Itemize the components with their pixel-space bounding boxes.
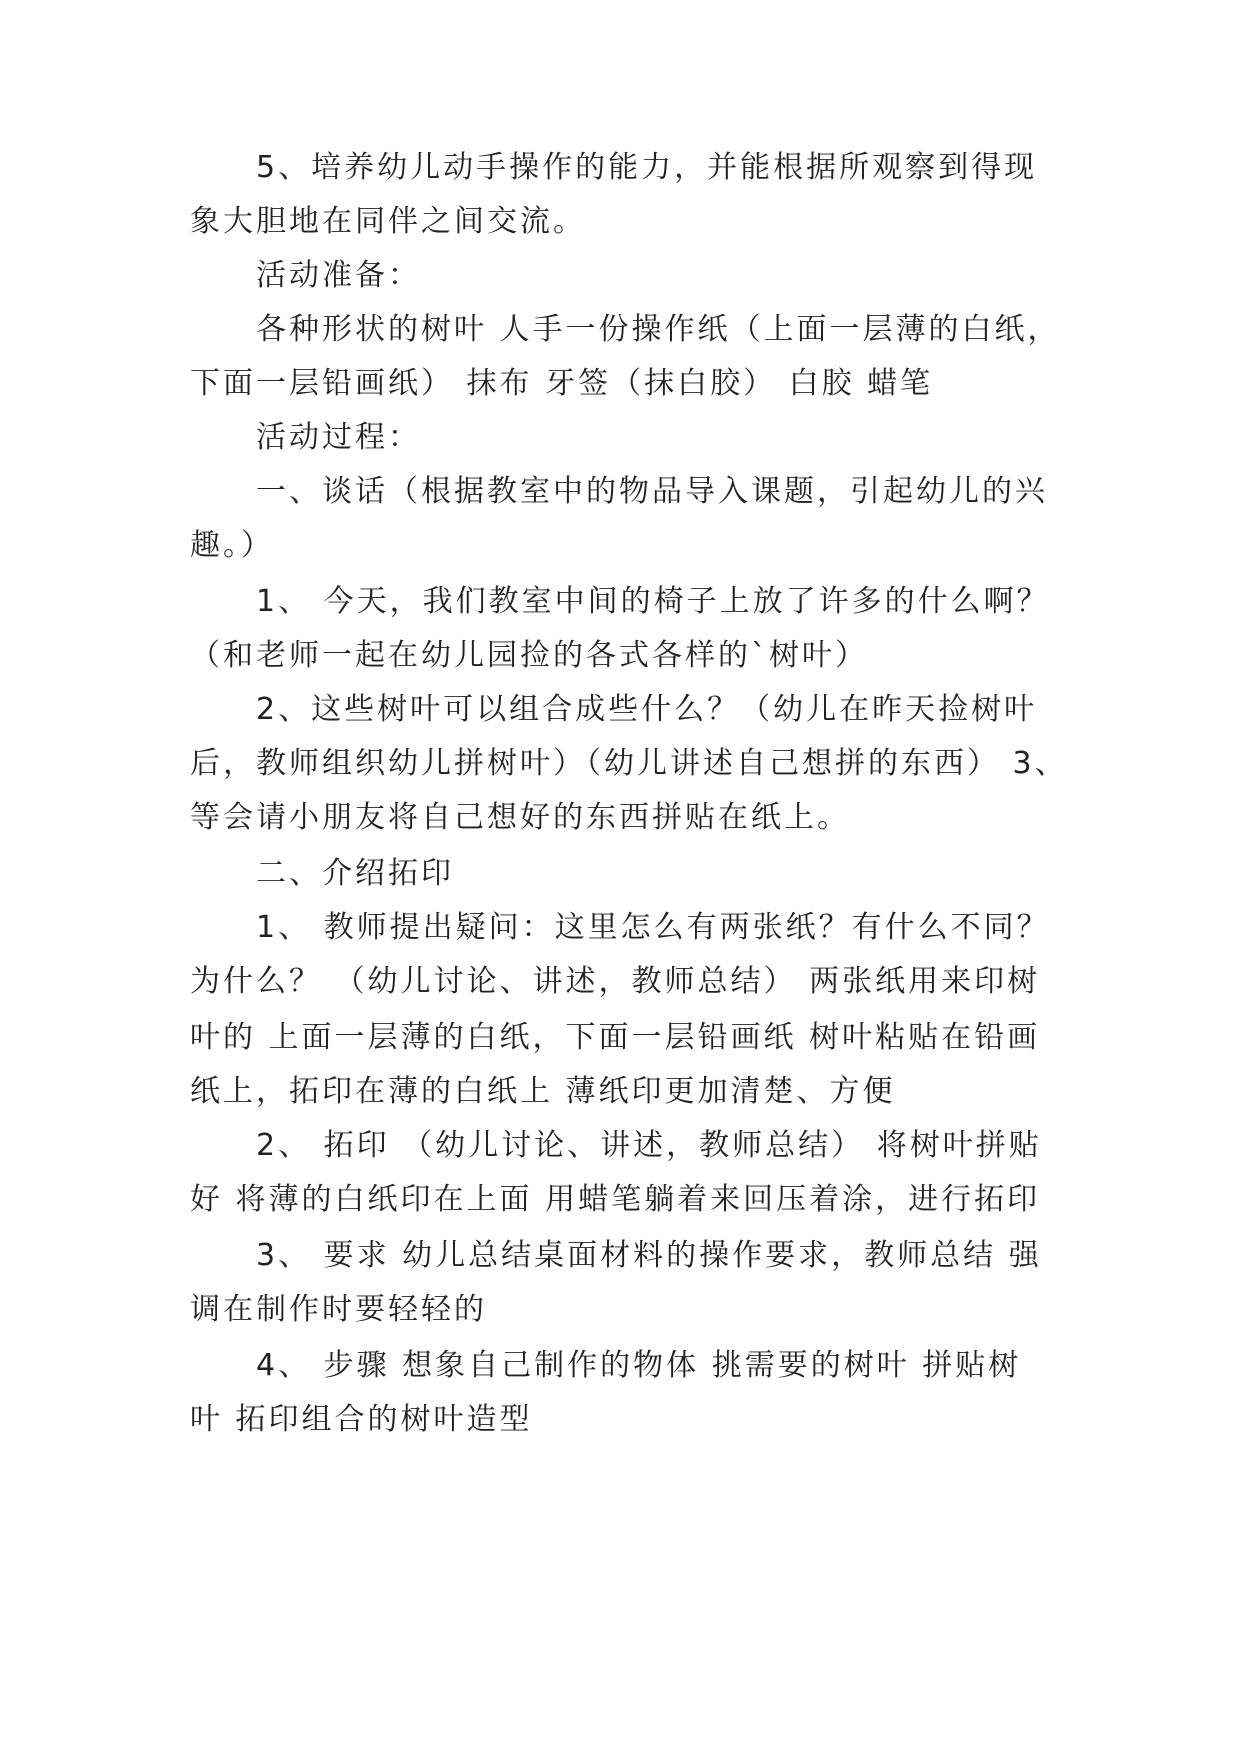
paragraph-line: 一、谈话（根据教室中的物品导入课题，引起幼儿的兴	[256, 474, 1048, 509]
section-heading: 活动过程：	[256, 420, 421, 455]
paragraph-line: 5、培养幼儿动手操作的能力，并能根据所观察到得现	[256, 150, 1038, 185]
paragraph-line: 等会请小朋友将自己想好的东西拼贴在纸上。	[190, 800, 850, 835]
paragraph-line: 各种形状的树叶 人手一份操作纸（上面一层薄的白纸，	[256, 312, 1061, 347]
paragraph-line: 象大胆地在同伴之间交流。	[190, 204, 586, 239]
paragraph-line: 叶的 上面一层薄的白纸，下面一层铅画纸 树叶粘贴在铅画	[190, 1020, 1041, 1055]
paragraph-line: 1、 今天，我们教室中间的椅子上放了许多的什么啊？	[256, 584, 1050, 619]
paragraph-line: 2、 拓印 （幼儿讨论、讲述，教师总结） 将树叶拼贴	[256, 1128, 1042, 1163]
paragraph-line: 好 将薄的白纸印在上面 用蜡笔躺着来回压着涂，进行拓印	[190, 1182, 1041, 1217]
paragraph-line: 纸上，拓印在薄的白纸上 薄纸印更加清楚、方便	[190, 1074, 896, 1109]
paragraph-line: （和老师一起在幼儿园捡的各式各样的`树叶）	[190, 638, 868, 673]
paragraph-line: 2、这些树叶可以组合成些什么？（幼儿在昨天捡树叶	[256, 692, 1038, 727]
paragraph-line: 1、 教师提出疑问：这里怎么有两张纸？有什么不同？	[256, 910, 1050, 945]
paragraph-line: 叶 拓印组合的树叶造型	[190, 1402, 533, 1437]
paragraph-line: 调在制作时要轻轻的	[190, 1292, 487, 1327]
section-heading: 活动准备：	[256, 258, 421, 293]
paragraph-line: 趣。）	[190, 528, 274, 563]
section-heading: 二、介绍拓印	[256, 856, 454, 891]
paragraph-line: 下面一层铅画纸） 抹布 牙签（抹白胶） 白胶 蜡笔	[190, 366, 934, 401]
paragraph-line: 3、 要求 幼儿总结桌面材料的操作要求，教师总结 强	[256, 1238, 1042, 1273]
paragraph-line: 4、 步骤 想象自己制作的物体 挑需要的树叶 拼贴树	[256, 1348, 1022, 1383]
paragraph-line: 为什么？ （幼儿讨论、讲述，教师总结） 两张纸用来印树	[190, 964, 1041, 999]
paragraph-line: 后，教师组织幼儿拼树叶）（幼儿讲述自己想拼的东西） 3、	[190, 746, 1068, 781]
